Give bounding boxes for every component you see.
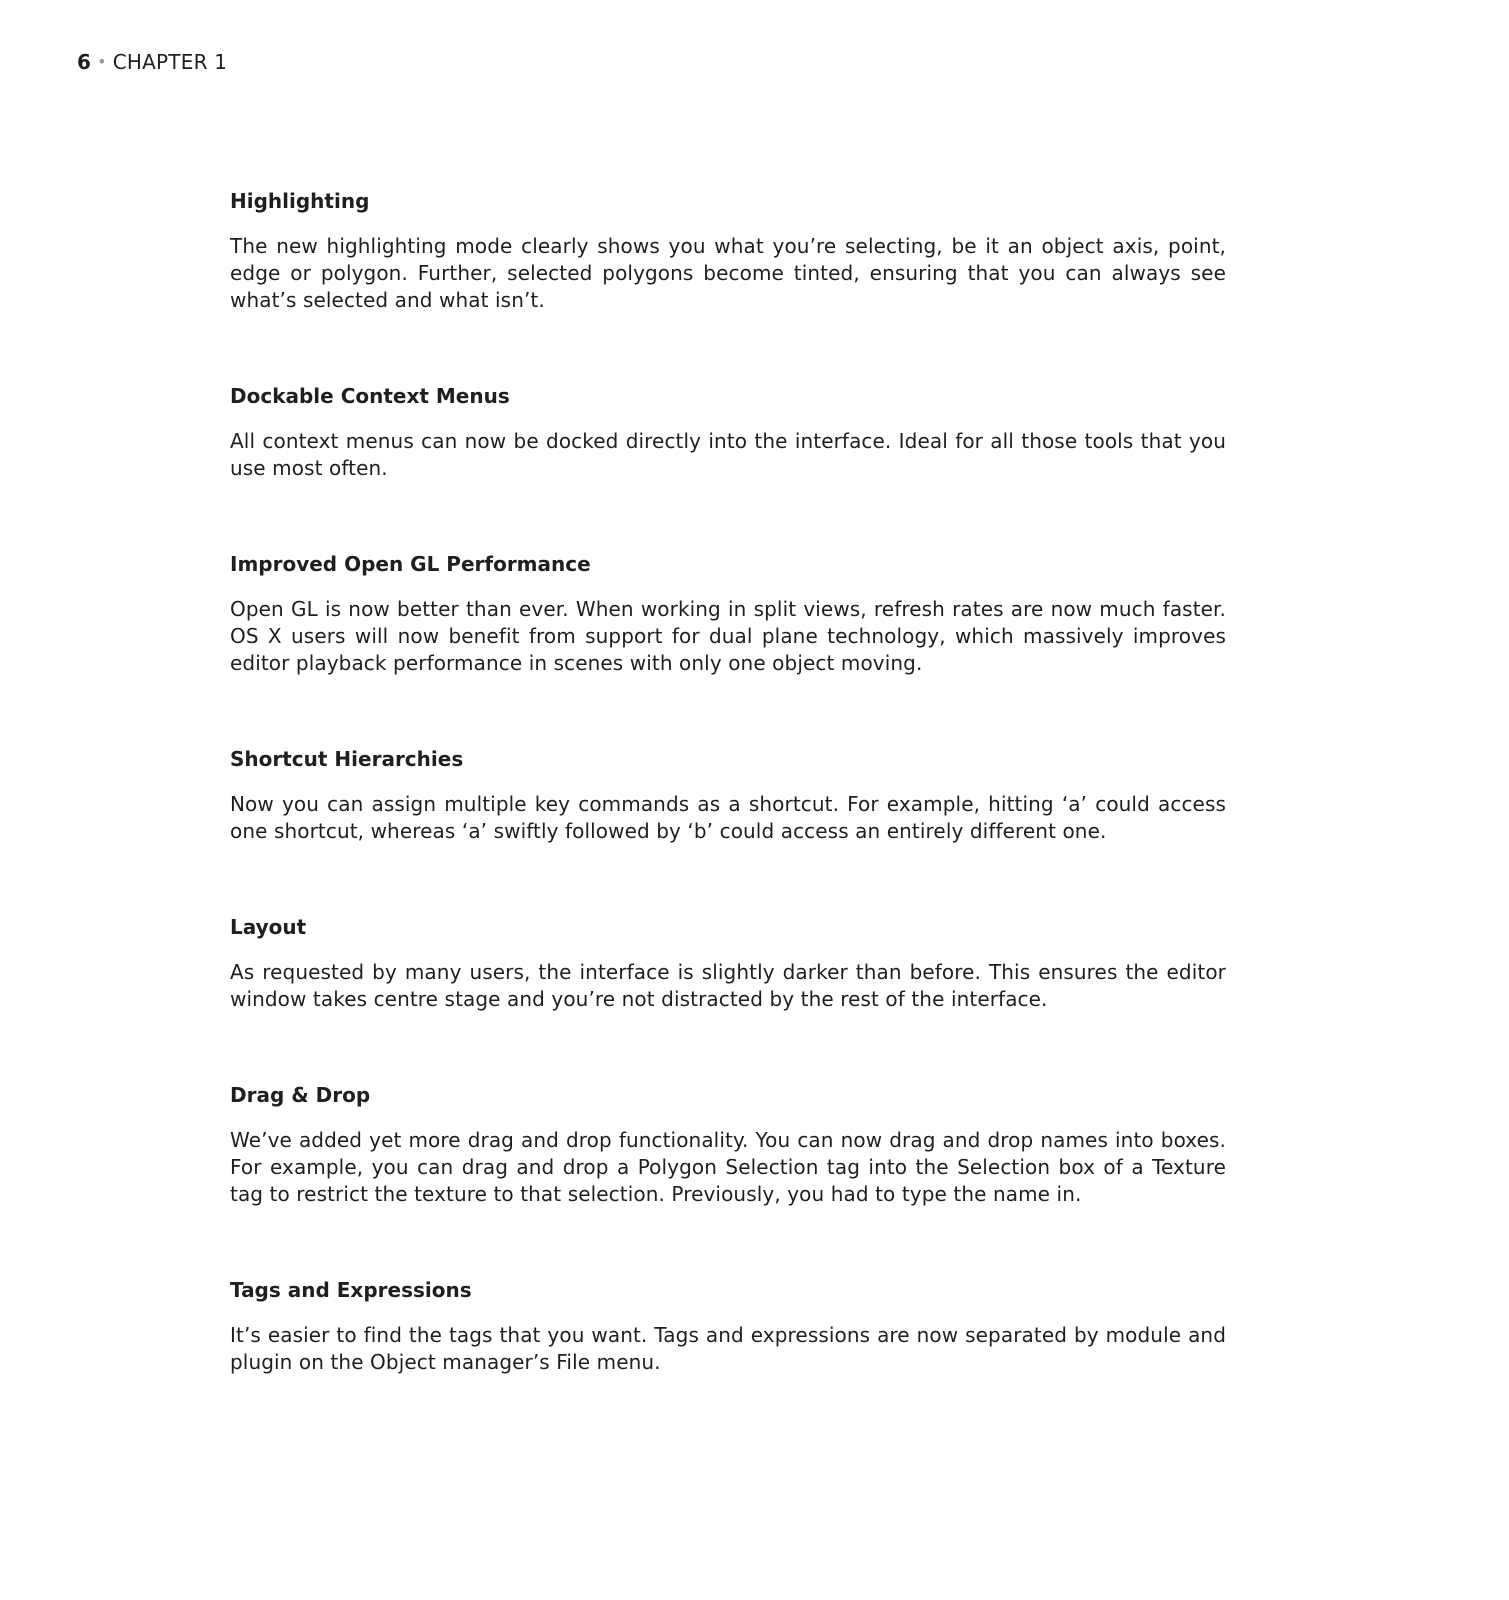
section-shortcut-hierarchies xyxy=(230,746,1226,845)
section-heading: Drag & Drop xyxy=(230,1083,371,1107)
section-layout xyxy=(230,914,1226,1013)
header-separator: • xyxy=(97,52,107,71)
section-highlighting xyxy=(230,188,1226,314)
section-paragraph: Now you can assign multiple key commands as a shortcut. For example, hitting ‘a’ could access one shortcut, whereas ‘a’ swiftly followed by ‘b’ could access an entirely different one. xyxy=(230,792,1226,843)
running-header xyxy=(77,50,227,74)
section-heading: Layout xyxy=(230,915,307,939)
section-tags-and-expressions xyxy=(230,1277,1226,1376)
section-heading: Shortcut Hierarchies xyxy=(230,747,464,771)
page-number: 6 xyxy=(77,50,92,74)
section-paragraph: Open GL is now better than ever. When working in split views, refresh rates are now much faster. OS X users will now benefit from support for dual plane technology, which massively improves editor playback performance in scenes with only one object moving. xyxy=(230,597,1226,675)
section-paragraph: As requested by many users, the interface is slightly darker than before. This ensures the editor window takes centre stage and you’re not distracted by the rest of the interface. xyxy=(230,960,1226,1011)
section-heading: Tags and Expressions xyxy=(230,1278,472,1302)
section-heading: Improved Open GL Performance xyxy=(230,552,591,576)
section-dockable-context-menus xyxy=(230,383,1226,482)
section-drag-and-drop xyxy=(230,1082,1226,1208)
section-open-gl-performance xyxy=(230,551,1226,677)
section-paragraph: All context menus can now be docked directly into the interface. Ideal for all those tools that you use most often. xyxy=(230,429,1226,480)
section-heading: Dockable Context Menus xyxy=(230,384,510,408)
section-paragraph: We’ve added yet more drag and drop functionality. You can now drag and drop names into boxes. For example, you can drag and drop a Polygon Selection tag into the Selection box of a Texture tag to restrict the texture to that selection. Previously, you had to type the name in. xyxy=(230,1128,1226,1206)
section-paragraph: The new highlighting mode clearly shows you what you’re selecting, be it an object axis, point, edge or polygon. Further, selected polygons become tinted, ensuring that you can always see what’s selected and what isn’t. xyxy=(230,234,1226,312)
page-body xyxy=(230,188,1226,1445)
section-paragraph: It’s easier to find the tags that you want. Tags and expressions are now separated by module and plugin on the Object manager’s File menu. xyxy=(230,1323,1226,1374)
section-heading: Highlighting xyxy=(230,189,370,213)
chapter-label: CHAPTER 1 xyxy=(112,50,228,74)
